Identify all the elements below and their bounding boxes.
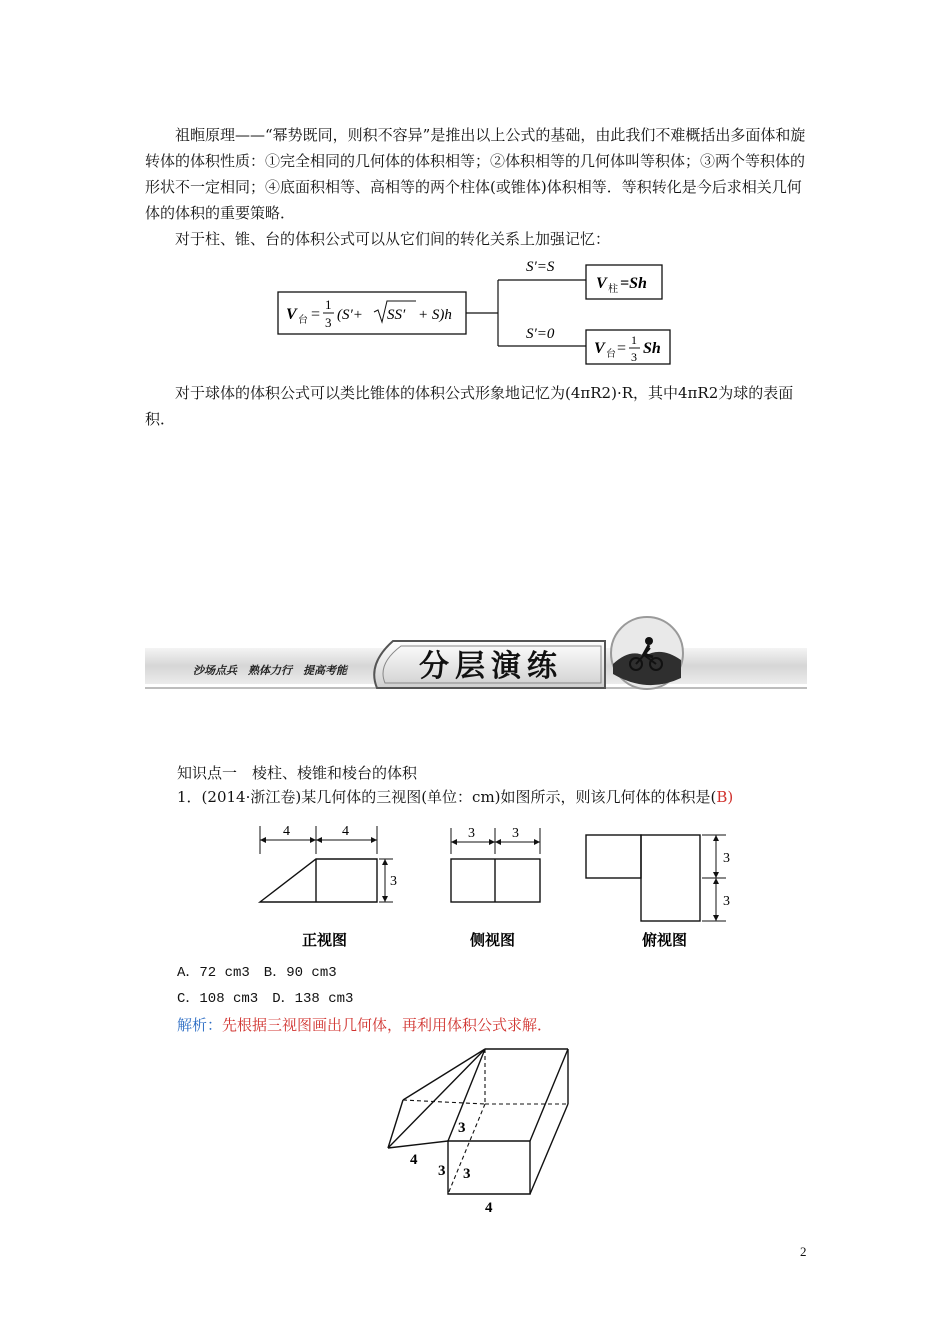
main-formula-frac-num: 1 — [325, 297, 332, 312]
solution-text: 先根据三视图画出几何体，再利用体积公式求解． — [222, 1016, 553, 1034]
side-dim-right: 3 — [512, 826, 519, 841]
branch-bottom-label: S′=0 — [526, 326, 555, 342]
main-formula-sub: 台 — [298, 315, 308, 326]
intro-paragraph-3: 对于球体的体积公式可以类比锥体的体积公式形象地记忆为(4πR2)·R，其中4πR2为球的表面积． — [145, 384, 794, 428]
intro-paragraph-2: 对于柱、锥、台的体积公式可以从它们间的转化关系上加强记忆： — [175, 230, 611, 248]
front-dim-right: 4 — [342, 824, 349, 839]
cyclist-icon — [611, 617, 683, 689]
question-1 — [177, 784, 817, 810]
solution-label: 解析： — [177, 1016, 223, 1034]
three-view-figure — [250, 818, 730, 954]
section-heading: 知识点一 棱柱、棱锥和棱台的体积 — [177, 764, 418, 782]
front-dim-left: 4 — [283, 824, 290, 839]
box-bottom-eq: = — [617, 340, 627, 357]
formula-diagram — [270, 252, 690, 372]
solid-label-mid-3a: 3 — [438, 1163, 446, 1179]
box-bottom-sub: 台 — [606, 349, 616, 360]
solid-label-left-4: 4 — [410, 1152, 418, 1168]
banner-subtitle: 沙场点兵 熟体力行 提高考能 — [193, 664, 347, 677]
front-view-caption: 正视图 — [302, 933, 348, 949]
options-line-1: A．72 cm3 B．90 cm3 — [177, 965, 337, 981]
box-bottom-frac-num: 1 — [631, 333, 637, 347]
main-formula-body: (S′+ — [337, 307, 363, 323]
main-formula-eq: = — [311, 306, 321, 323]
solid-label-center-3: 3 — [458, 1120, 466, 1136]
front-dim-height: 3 — [390, 874, 397, 889]
answer-letter: B — [716, 788, 728, 806]
top-view — [586, 835, 730, 949]
top-dim-upper: 3 — [723, 851, 730, 866]
side-view — [451, 826, 540, 949]
box-bottom-v: V — [594, 340, 605, 357]
main-formula-frac-den: 3 — [325, 315, 332, 330]
solid-figure — [380, 1040, 580, 1220]
top-dim-lower: 3 — [723, 894, 730, 909]
main-formula-tail: + S)h — [418, 307, 452, 323]
box-bottom-frac-den: 3 — [631, 350, 637, 364]
branch-top-label: S′=S — [526, 259, 555, 275]
intro-paragraph-1: 祖暅原理——“幂势既同，则积不容异”是推出以上公式的基础，由此我们不难概括出多面体和旋转体的体积性质：①完全相同的几何体的体积相等；②体积相等的几何体叫等积体；③两个等积体的形状不一定相同；④底面积相等、高相等的两个柱体(或锥体)体积相等．等积转化是今后求相关几何体的体积的重要策略． — [145, 126, 806, 222]
box-top-sub: 柱 — [608, 284, 618, 295]
options-line-2: C．108 cm3 D．138 cm3 — [177, 991, 354, 1007]
side-dim-left: 3 — [468, 826, 475, 841]
section-banner — [145, 608, 807, 698]
main-formula-sqrt: SS′ — [387, 307, 406, 323]
page-number: 2 — [800, 1244, 807, 1259]
banner-title: 分层演练 — [419, 650, 563, 683]
solid-label-bottom-4: 4 — [485, 1200, 493, 1216]
solution-line — [177, 1012, 842, 1038]
box-top-rhs: =Sh — [620, 275, 647, 292]
box-bottom-rhs: Sh — [643, 340, 661, 357]
question-prefix: 1．(2014·浙江卷)某几何体的三视图(单位：cm)如图所示，则该几何体的体积是( — [177, 788, 717, 806]
front-view — [260, 824, 397, 949]
solid-label-mid-3b: 3 — [463, 1166, 471, 1182]
box-top-v: V — [596, 275, 607, 292]
main-formula-v: V — [286, 306, 297, 323]
question-suffix: ) — [727, 788, 734, 806]
top-view-caption: 俯视图 — [642, 933, 688, 949]
side-view-caption: 侧视图 — [470, 933, 516, 949]
